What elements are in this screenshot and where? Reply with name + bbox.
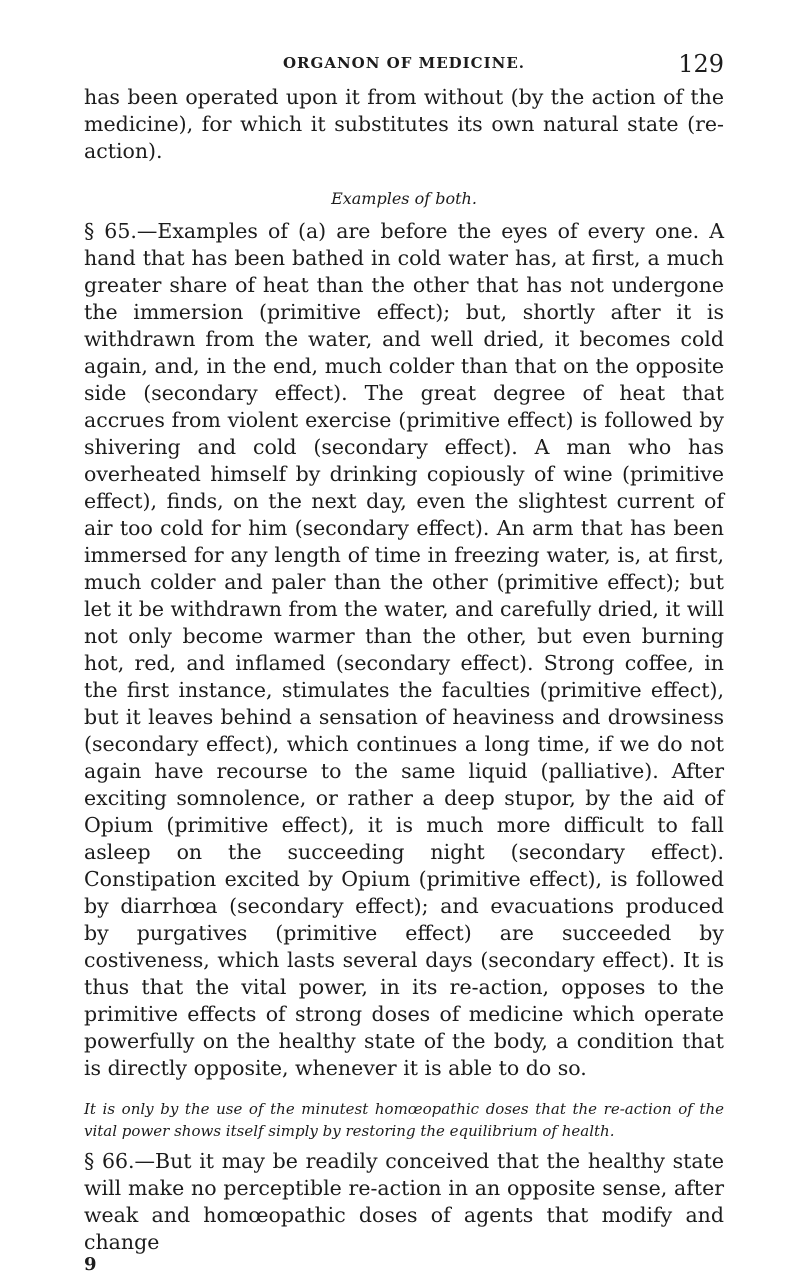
page-number: 129 <box>678 50 724 78</box>
signature-mark: 9 <box>84 1254 97 1275</box>
running-title: ORGANON OF MEDICINE. <box>282 54 525 72</box>
section-65-paragraph: § 65.—Examples of (a) are before the eyes of every one. A hand that has been bathed in cold water has, at first, a much greater share of heat than the other that has not undergone the immersion (primitive effect); but, shortly after it is withdrawn from the water, and well dried, it becomes cold again, and, in the end, much colder than that on the opposite side (secondary effect). The great degree of heat that accrues from violent exercise (primitive effect) is followed by shivering and cold (secondary effect). A man who has overheated himself by drinking copiously of wine (primitive effect), finds, on the next day, even the slightest current of air too cold for him (secondary effect). An arm that has been immersed for any length of time in freezing water, is, at first, much colder and paler than the other (primitive effect); but let it be withdrawn from the water, and carefully dried, it will not only become warmer than the other, but even burning hot, red, and inflamed (secondary effect). Strong coffee, in the first instance, stimulates the faculties (primitive effect), but it leaves behind a sensation of heaviness and drowsiness (secondary effect), which continues a long time, if we do not again have recourse to the same liquid (palliative). After exciting somnolence, or rather a deep stupor, by the aid of Opium (primitive effect), it is much more difficult to fall asleep on the succeeding night (secondary effect). Constipation excited by Opium (primitive effect), is followed by diarrhœa (secondary effect); and evacuations produced by purgatives (primitive effect) are succeeded by costiveness, which lasts several days (secondary effect). It is thus that the vital power, in its re-action, opposes to the primitive effects of strong doses of medicine which operate powerfully on the healthy state of the body, a condition that is directly opposite, whenever it is able to do so. <box>84 219 724 1080</box>
book-page <box>84 50 724 1275</box>
section-66-paragraph: § 66.—But it may be readily conceived that the healthy state will make no perceptible re-action in an opposite sense, after weak and homœopathic doses of agents that modify and change <box>84 1149 724 1254</box>
opening-paragraph: has been operated upon it from without (by the action of the medicine), for which it substitutes its own natural state (re-action). <box>84 85 724 163</box>
subheading-examples: Examples of both. <box>331 189 477 208</box>
running-head <box>84 50 724 84</box>
section-66-caption: It is only by the use of the minutest homœopathic doses that the re-action of the vital power shows itself simply by restoring the equilibrium of health. <box>84 1100 724 1140</box>
